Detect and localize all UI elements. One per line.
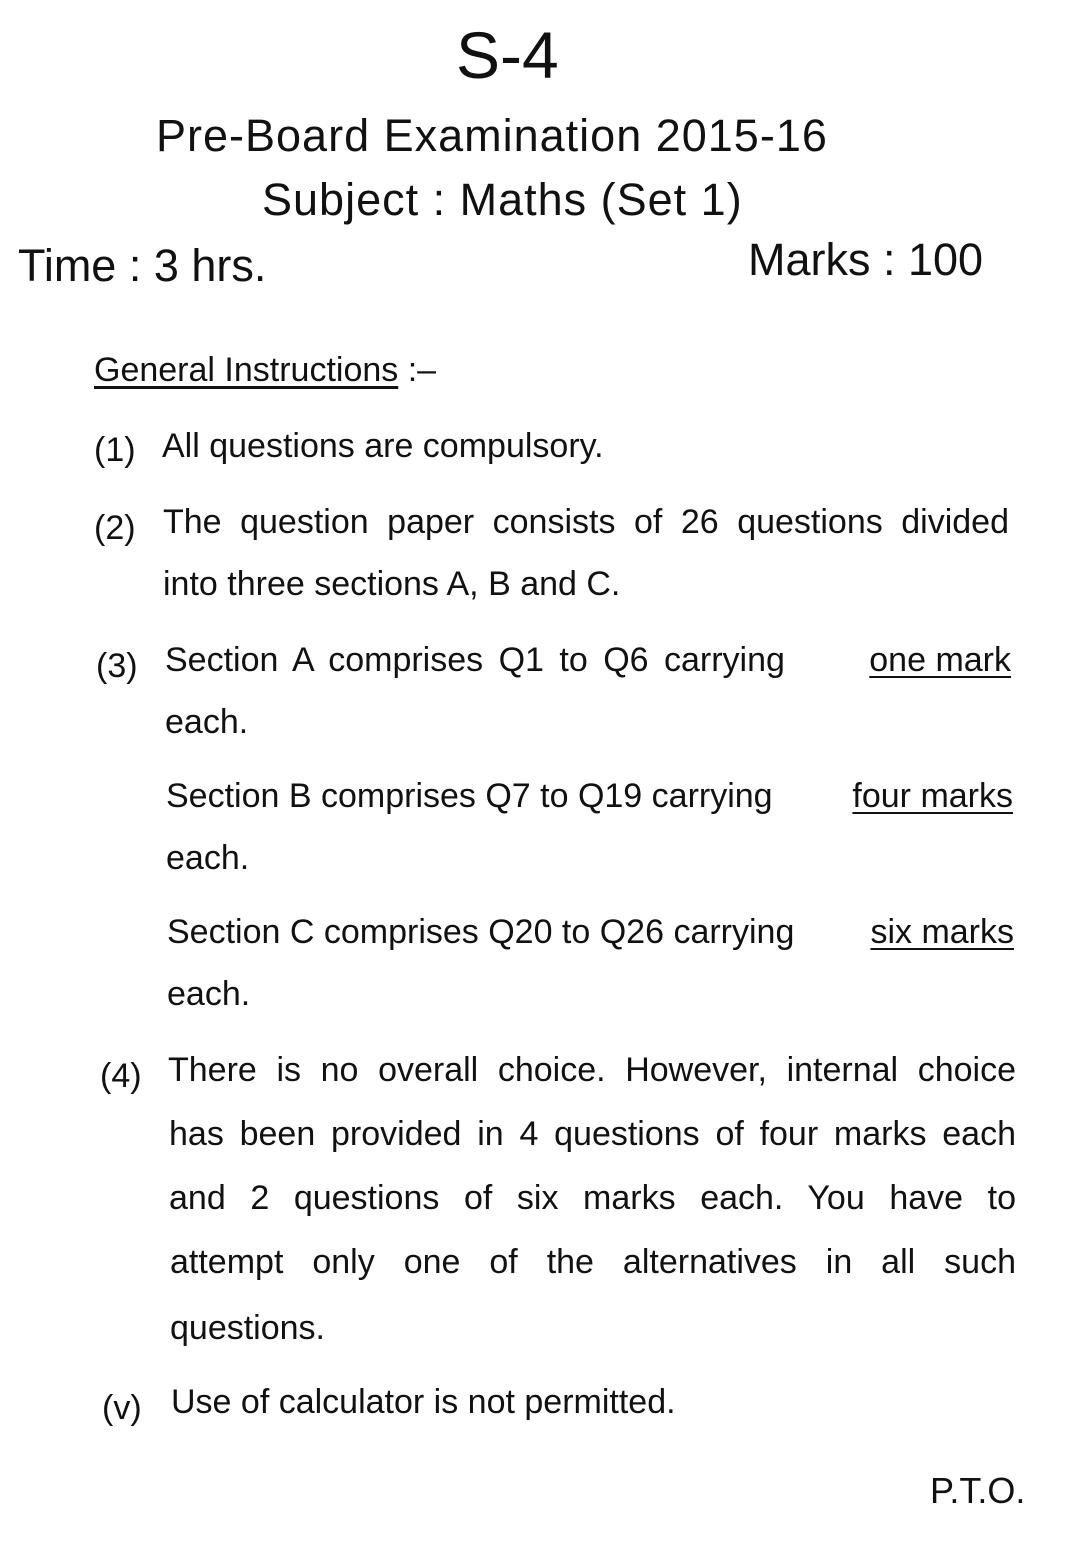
- section-a-marks: one mark: [869, 641, 1011, 679]
- time-allowed: Time : 3 hrs.: [18, 240, 267, 291]
- instruction-3-number: (3): [96, 647, 138, 685]
- section-c-marks: six marks: [870, 913, 1014, 951]
- instruction-3-section-a-each: each.: [165, 703, 249, 741]
- instruction-2-number: (2): [94, 509, 136, 547]
- instruction-5-number: (v): [102, 1389, 142, 1427]
- instruction-4-line-2: has been provided in 4 questions of four marks each: [169, 1115, 1016, 1153]
- paper-code: S-4: [456, 18, 559, 92]
- section-b-marks: four marks: [852, 777, 1013, 815]
- instruction-3-section-c: [167, 910, 1014, 954]
- section-c-text: Section C comprises Q20 to Q26 carrying: [167, 913, 804, 951]
- instruction-4-line-5: questions.: [170, 1309, 325, 1347]
- instruction-2-line-1: The question paper consists of 26 questions divided: [163, 503, 1009, 541]
- instruction-5-text: Use of calculator is not permitted.: [171, 1383, 676, 1421]
- instruction-3-section-b-each: each.: [166, 839, 250, 877]
- exam-title: Pre-Board Examination 2015-16: [156, 110, 828, 161]
- instruction-4-line-3: and 2 questions of six marks each. You have to: [169, 1179, 1016, 1217]
- instruction-2-line-2: into three sections A, B and C.: [163, 565, 621, 603]
- instruction-3-section-a: [165, 638, 1011, 682]
- instruction-4-number: (4): [100, 1057, 142, 1095]
- maximum-marks: Marks : 100: [748, 234, 984, 285]
- instructions-heading-text: General Instructions: [94, 351, 399, 389]
- instruction-3-section-c-each: each.: [167, 975, 251, 1013]
- instructions-heading: [94, 348, 436, 392]
- instruction-4-line-1: There is no overall choice. However, internal choice: [168, 1051, 1016, 1089]
- please-turn-over: P.T.O.: [930, 1470, 1026, 1511]
- subject-line: Subject : Maths (Set 1): [262, 174, 743, 225]
- section-b-text: Section B comprises Q7 to Q19 carrying: [166, 777, 783, 815]
- instruction-1-text: All questions are compulsory.: [162, 427, 604, 465]
- section-a-text: Section A comprises Q1 to Q6 carrying: [165, 641, 801, 679]
- instruction-3-section-b: [166, 774, 1013, 818]
- instructions-heading-suffix: :–: [398, 351, 437, 389]
- instruction-4-line-4: attempt only one of the alternatives in all such: [170, 1243, 1016, 1281]
- instruction-1-number: (1): [94, 431, 136, 469]
